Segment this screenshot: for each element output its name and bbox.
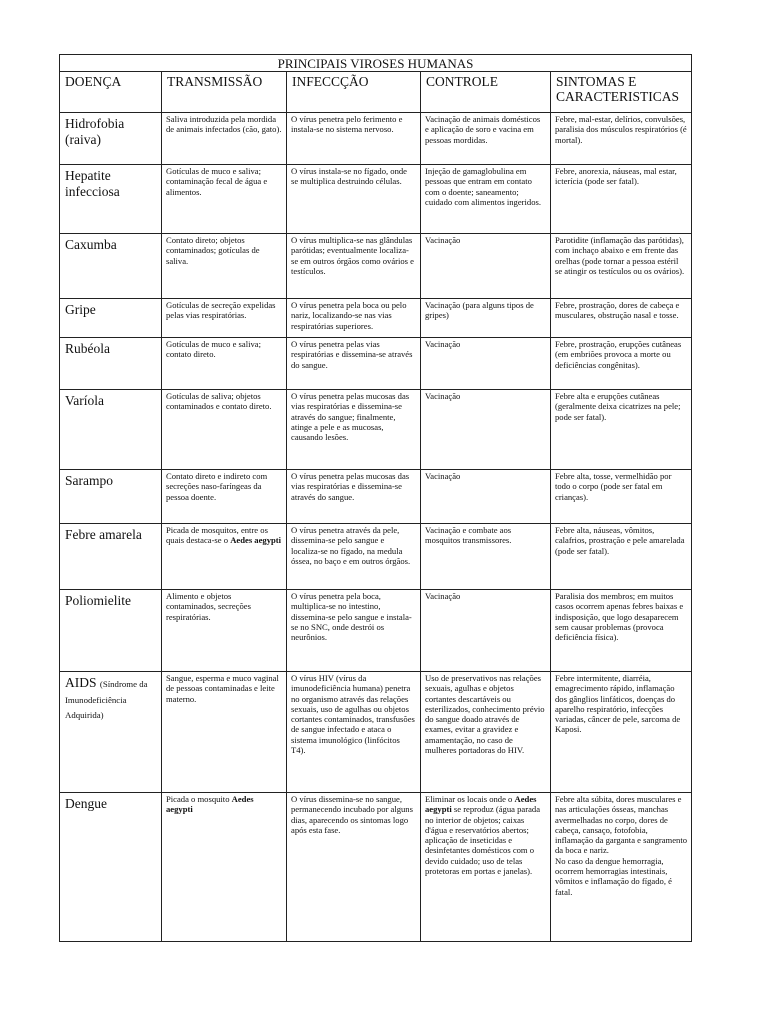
transmission-cell: Contato direto; objetos contaminados; gotículas de saliva. (162, 234, 287, 299)
infection-cell: O vírus penetra pelas vias respiratórias e dissemina-se através do sangue. (287, 338, 421, 390)
title-row (60, 55, 692, 72)
infection-cell: O vírus penetra pelas mucosas das vias respiratórias e dissemina-se através do sangue; finalmente, atinge a pele e as mucosas, causando lesões. (287, 390, 421, 470)
symptoms-cell: Febre, prostração, erupções cutâneas (em embriões provoca a morte ou deficiências congênitas). (551, 338, 692, 390)
transmission-cell: Gotículas de muco e saliva; contaminação fecal de água e alimentos. (162, 165, 287, 234)
table-row (60, 390, 692, 470)
infection-cell: O vírus dissemina-se no sangue, permanecendo incubado por alguns dias, aparecendo os sintomas logo após esta fase. (287, 793, 421, 942)
symptoms-cell: Febre alta e erupções cutâneas (geralmente deixa cicatrizes na pele; pode ser fatal). (551, 390, 692, 470)
transmission-cell: Alimento e objetos contaminados, secreções respiratórias. (162, 590, 287, 672)
header-transmissao: TRANSMISSÃO (162, 72, 287, 113)
control-cell (421, 793, 551, 942)
header-sintomas: SINTOMAS E CARACTERISTICAS (551, 72, 692, 113)
disease-name (60, 672, 162, 793)
table-row (60, 793, 692, 942)
control-cell: Vacinação e combate aos mosquitos transmissores. (421, 524, 551, 590)
symptoms-cell: Paralisia dos membros; em muitos casos ocorrem apenas febres baixas e indisposição, que logo desaparecem sem causar problemas (provoca deficiência física). (551, 590, 692, 672)
infection-cell: O vírus penetra pelas mucosas das vias respiratórias e dissemina-se através do sangue. (287, 470, 421, 524)
control-cell: Injeção de gamaglobulina em pessoas que entram em contato com o doente; saneamento; cuidado com alimentos ingeridos. (421, 165, 551, 234)
infection-cell: O vírus multiplica-se nas glândulas parótidas; eventualmente localiza-se em outros órgãos como ovários e testículos. (287, 234, 421, 299)
table-row (60, 299, 692, 338)
disease-name: Dengue (60, 793, 162, 942)
table-row (60, 524, 692, 590)
disease-name-note: (Síndrome da Imunodeficiência Adquirida) (65, 679, 148, 720)
disease-name: Rubéola (60, 338, 162, 390)
symptoms-cell (551, 793, 692, 942)
control-cell: Vacinação de animais domésticos e aplicação de soro e vacina em pessoas mordidas. (421, 113, 551, 165)
transmission-cell: Gotículas de saliva; objetos contaminados e contato direto. (162, 390, 287, 470)
control-cell: Vacinação (421, 470, 551, 524)
symptoms-cell: Febre, mal-estar, delírios, convulsões, paralisia dos músculos respiratórios (é mortal). (551, 113, 692, 165)
control-text: Eliminar os locais onde o (425, 794, 513, 804)
control-cell: Vacinação (421, 338, 551, 390)
transmission-cell: Gotículas de secreção expelidas pelas vias respiratórias. (162, 299, 287, 338)
transmission-text: Picada de mosquitos, entre os quais destaca-se o (166, 525, 268, 546)
symptoms-cell: Febre intermitente, diarréia, emagrecimento rápido, inflamação dos gânglios linfáticos, doenças do aparelho respiratório, infecções variadas, câncer de pele, sarcoma de Kaposi. (551, 672, 692, 793)
infection-cell: O vírus penetra através da pele, dissemina-se pelo sangue e localiza-se no fígado, na medula óssea, no baço e em outros órgãos. (287, 524, 421, 590)
infection-cell: O vírus instala-se no fígado, onde se multiplica destruindo células. (287, 165, 421, 234)
header-controle: CONTROLE (421, 72, 551, 113)
symptoms-text: Febre alta súbita, dores musculares e nas articulações ósseas, manchas avermelhadas no corpo, dores de cabeça, cansaço, fotofobia, inflamação da garganta e sangramento da boca e nariz. (555, 794, 688, 856)
disease-name-text: AIDS (65, 675, 97, 690)
table-row (60, 590, 692, 672)
mosquito-name: Aedes aegypti (425, 794, 537, 815)
disease-name: Hidrofobia (raiva) (60, 113, 162, 165)
transmission-text: Picada o mosquito (166, 794, 230, 804)
symptoms-cell: Febre alta, náuseas, vômitos, calafrios, prostração e pele amarelada (pode ser fatal). (551, 524, 692, 590)
mosquito-name: Aedes aegypti (166, 794, 254, 815)
header-doenca: DOENÇA (60, 72, 162, 113)
infection-cell: O vírus penetra pela boca ou pelo nariz, localizando-se nas vias respiratórias superiores. (287, 299, 421, 338)
disease-name: Hepatite infecciosa (60, 165, 162, 234)
header-infeccao: INFECCÇÃO (287, 72, 421, 113)
control-text-continued: se reproduz (água parada no interior de objetos; caixas d'água e reservatórios abertos; aplicação de inseticidas e desinfetantes domésticos com o devido cuidado; uso de telas protetoras em portas e janelas). (425, 804, 541, 877)
transmission-cell: Contato direto e indireto com secreções naso-faríngeas da pessoa doente. (162, 470, 287, 524)
table-row (60, 113, 692, 165)
symptoms-hemorrhagic-note: No caso da dengue hemorragia, ocorrem hemorragias intestinais, vômitos e inflamação do fígado, é fatal. (555, 855, 672, 897)
table-title: PRINCIPAIS VIROSES HUMANAS (60, 55, 692, 72)
disease-name: Poliomielite (60, 590, 162, 672)
viroses-table (59, 54, 692, 942)
transmission-cell (162, 524, 287, 590)
table-row (60, 470, 692, 524)
header-row (60, 72, 692, 113)
table-row (60, 672, 692, 793)
infection-cell: O vírus penetra pelo ferimento e instala-se no sistema nervoso. (287, 113, 421, 165)
table-row (60, 338, 692, 390)
disease-name: Varíola (60, 390, 162, 470)
control-cell: Vacinação (421, 390, 551, 470)
transmission-cell: Gotículas de muco e saliva; contato direto. (162, 338, 287, 390)
symptoms-cell: Febre, anorexia, náuseas, mal estar, icterícia (pode ser fatal). (551, 165, 692, 234)
table-row (60, 165, 692, 234)
transmission-cell: Saliva introduzida pela mordida de animais infectados (cão, gato). (162, 113, 287, 165)
symptoms-cell: Febre, prostração, dores de cabeça e musculares, obstrução nasal e tosse. (551, 299, 692, 338)
control-cell: Vacinação (para alguns tipos de gripes) (421, 299, 551, 338)
disease-name: Febre amarela (60, 524, 162, 590)
control-cell: Uso de preservativos nas relações sexuais, agulhas e objetos cortantes descartáveis ou esterilizados, conhecimento prévio do sangue doado através de exames, evitar a gravidez e amamentação, no caso de mulheres portadoras do HIV. (421, 672, 551, 793)
infection-cell: O vírus HIV (vírus da imunodeficiência humana) penetra no organismo através das relações sexuais, uso de agulhas ou objetos cortantes contaminados, transfusões de sangue infectado e ataca o sistema imunológico (linfócitos T4). (287, 672, 421, 793)
transmission-cell (162, 793, 287, 942)
symptoms-cell: Parotidite (inflamação das parótidas), com inchaço abaixo e em frente das orelhas (pode tornar a pessoa estéril se atingir os testículos ou os ovários). (551, 234, 692, 299)
symptoms-cell: Febre alta, tosse, vermelhidão por todo o corpo (pode ser fatal em crianças). (551, 470, 692, 524)
disease-name: Gripe (60, 299, 162, 338)
disease-name: Sarampo (60, 470, 162, 524)
mosquito-name: Aedes aegypti (230, 535, 282, 546)
disease-name: Caxumba (60, 234, 162, 299)
control-cell: Vacinação (421, 234, 551, 299)
transmission-cell: Sangue, esperma e muco vaginal de pessoas contaminadas e leite materno. (162, 672, 287, 793)
infection-cell: O vírus penetra pela boca, multiplica-se no intestino, dissemina-se pelo sangue e instala-se no SNC, onde destrói os neurônios. (287, 590, 421, 672)
table-row (60, 234, 692, 299)
control-cell: Vacinação (421, 590, 551, 672)
